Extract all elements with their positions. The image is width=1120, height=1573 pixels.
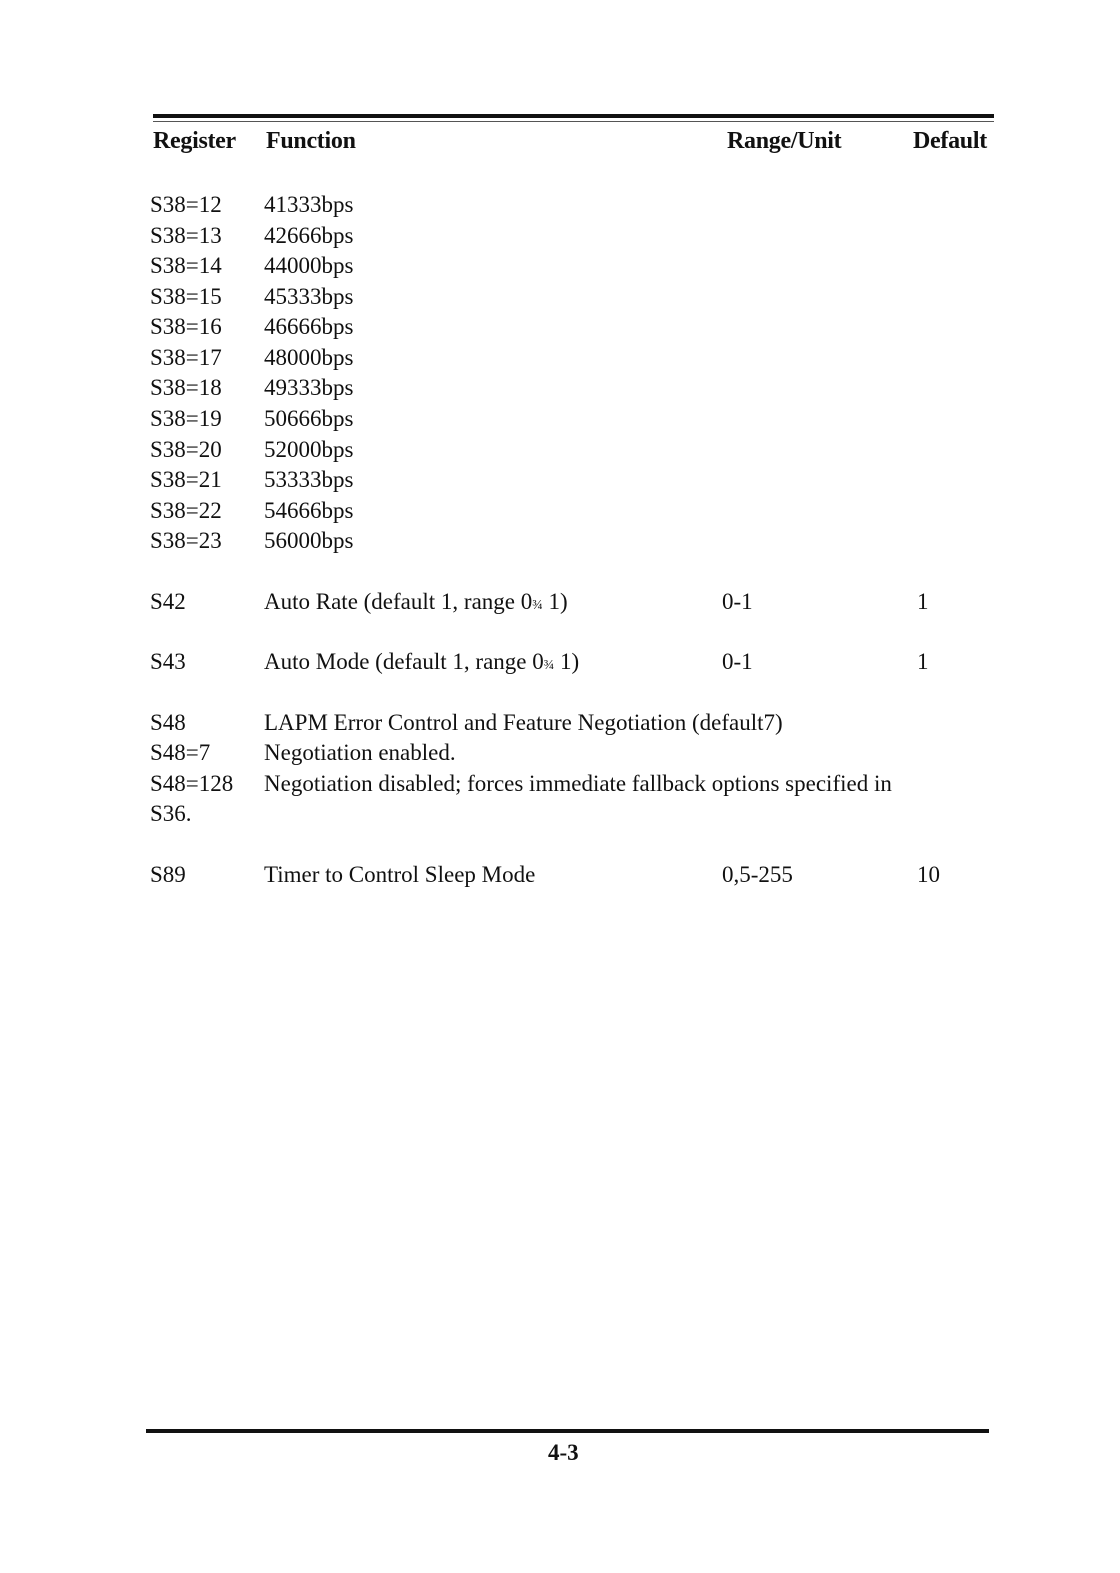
range-cell: 0,5-255: [722, 862, 793, 887]
function-cell: 53333bps: [264, 467, 354, 492]
range-cell: 0-1: [722, 589, 753, 614]
s48-continuation: S36.: [150, 801, 192, 826]
header-function: Function: [266, 128, 356, 154]
function-cell: [264, 590, 568, 613]
function-cell: Negotiation enabled.: [264, 740, 456, 765]
header-register: Register: [153, 128, 236, 154]
fraction-glyph: ¾: [532, 598, 543, 613]
function-cell: 44000bps: [264, 253, 354, 278]
register-cell: S38=23: [150, 528, 222, 553]
register-cell: S38=19: [150, 406, 222, 431]
function-cell: 46666bps: [264, 314, 354, 339]
function-cell: 41333bps: [264, 192, 354, 217]
function-text: Auto Rate (default 1, range 0: [264, 589, 533, 614]
register-cell: S38=21: [150, 467, 222, 492]
function-cell: 42666bps: [264, 223, 354, 248]
register-cell: S38=18: [150, 375, 222, 400]
function-cell: [264, 650, 579, 673]
top-rule: [153, 114, 994, 118]
function-cell: 48000bps: [264, 345, 354, 370]
default-cell: 1: [917, 649, 929, 674]
function-cell: Timer to Control Sleep Mode: [264, 862, 536, 887]
register-cell: S48=7: [150, 740, 211, 765]
function-cell: 52000bps: [264, 437, 354, 462]
header-default: Default: [913, 128, 987, 154]
register-cell: S42: [150, 589, 186, 614]
function-text-end: 1): [554, 649, 580, 674]
register-cell: S38=14: [150, 253, 222, 278]
top-rule-thin: [153, 121, 994, 122]
register-cell: S89: [150, 862, 186, 887]
register-cell: S43: [150, 649, 186, 674]
function-cell: Negotiation disabled; forces immediate fallback options specified in: [264, 771, 892, 796]
function-cell: 56000bps: [264, 528, 354, 553]
default-cell: 10: [917, 862, 940, 887]
function-cell: 54666bps: [264, 498, 354, 523]
default-cell: 1: [917, 589, 929, 614]
range-cell: 0-1: [722, 649, 753, 674]
bottom-rule: [146, 1429, 989, 1433]
function-cell: 45333bps: [264, 284, 354, 309]
header-range-unit: Range/Unit: [727, 128, 842, 154]
register-cell: S38=12: [150, 192, 222, 217]
function-cell: LAPM Error Control and Feature Negotiation (default7): [264, 710, 783, 735]
function-text-end: 1): [542, 589, 568, 614]
register-cell: S38=22: [150, 498, 222, 523]
register-cell: S38=13: [150, 223, 222, 248]
function-cell: 49333bps: [264, 375, 354, 400]
register-cell: S38=15: [150, 284, 222, 309]
register-cell: S38=16: [150, 314, 222, 339]
register-cell: S48: [150, 710, 186, 735]
function-cell: 50666bps: [264, 406, 354, 431]
register-cell: S48=128: [150, 771, 234, 796]
register-cell: S38=20: [150, 437, 222, 462]
function-text: Auto Mode (default 1, range 0: [264, 649, 544, 674]
register-cell: S38=17: [150, 345, 222, 370]
page-number: 4-3: [548, 1440, 579, 1465]
fraction-glyph: ¾: [543, 658, 555, 673]
